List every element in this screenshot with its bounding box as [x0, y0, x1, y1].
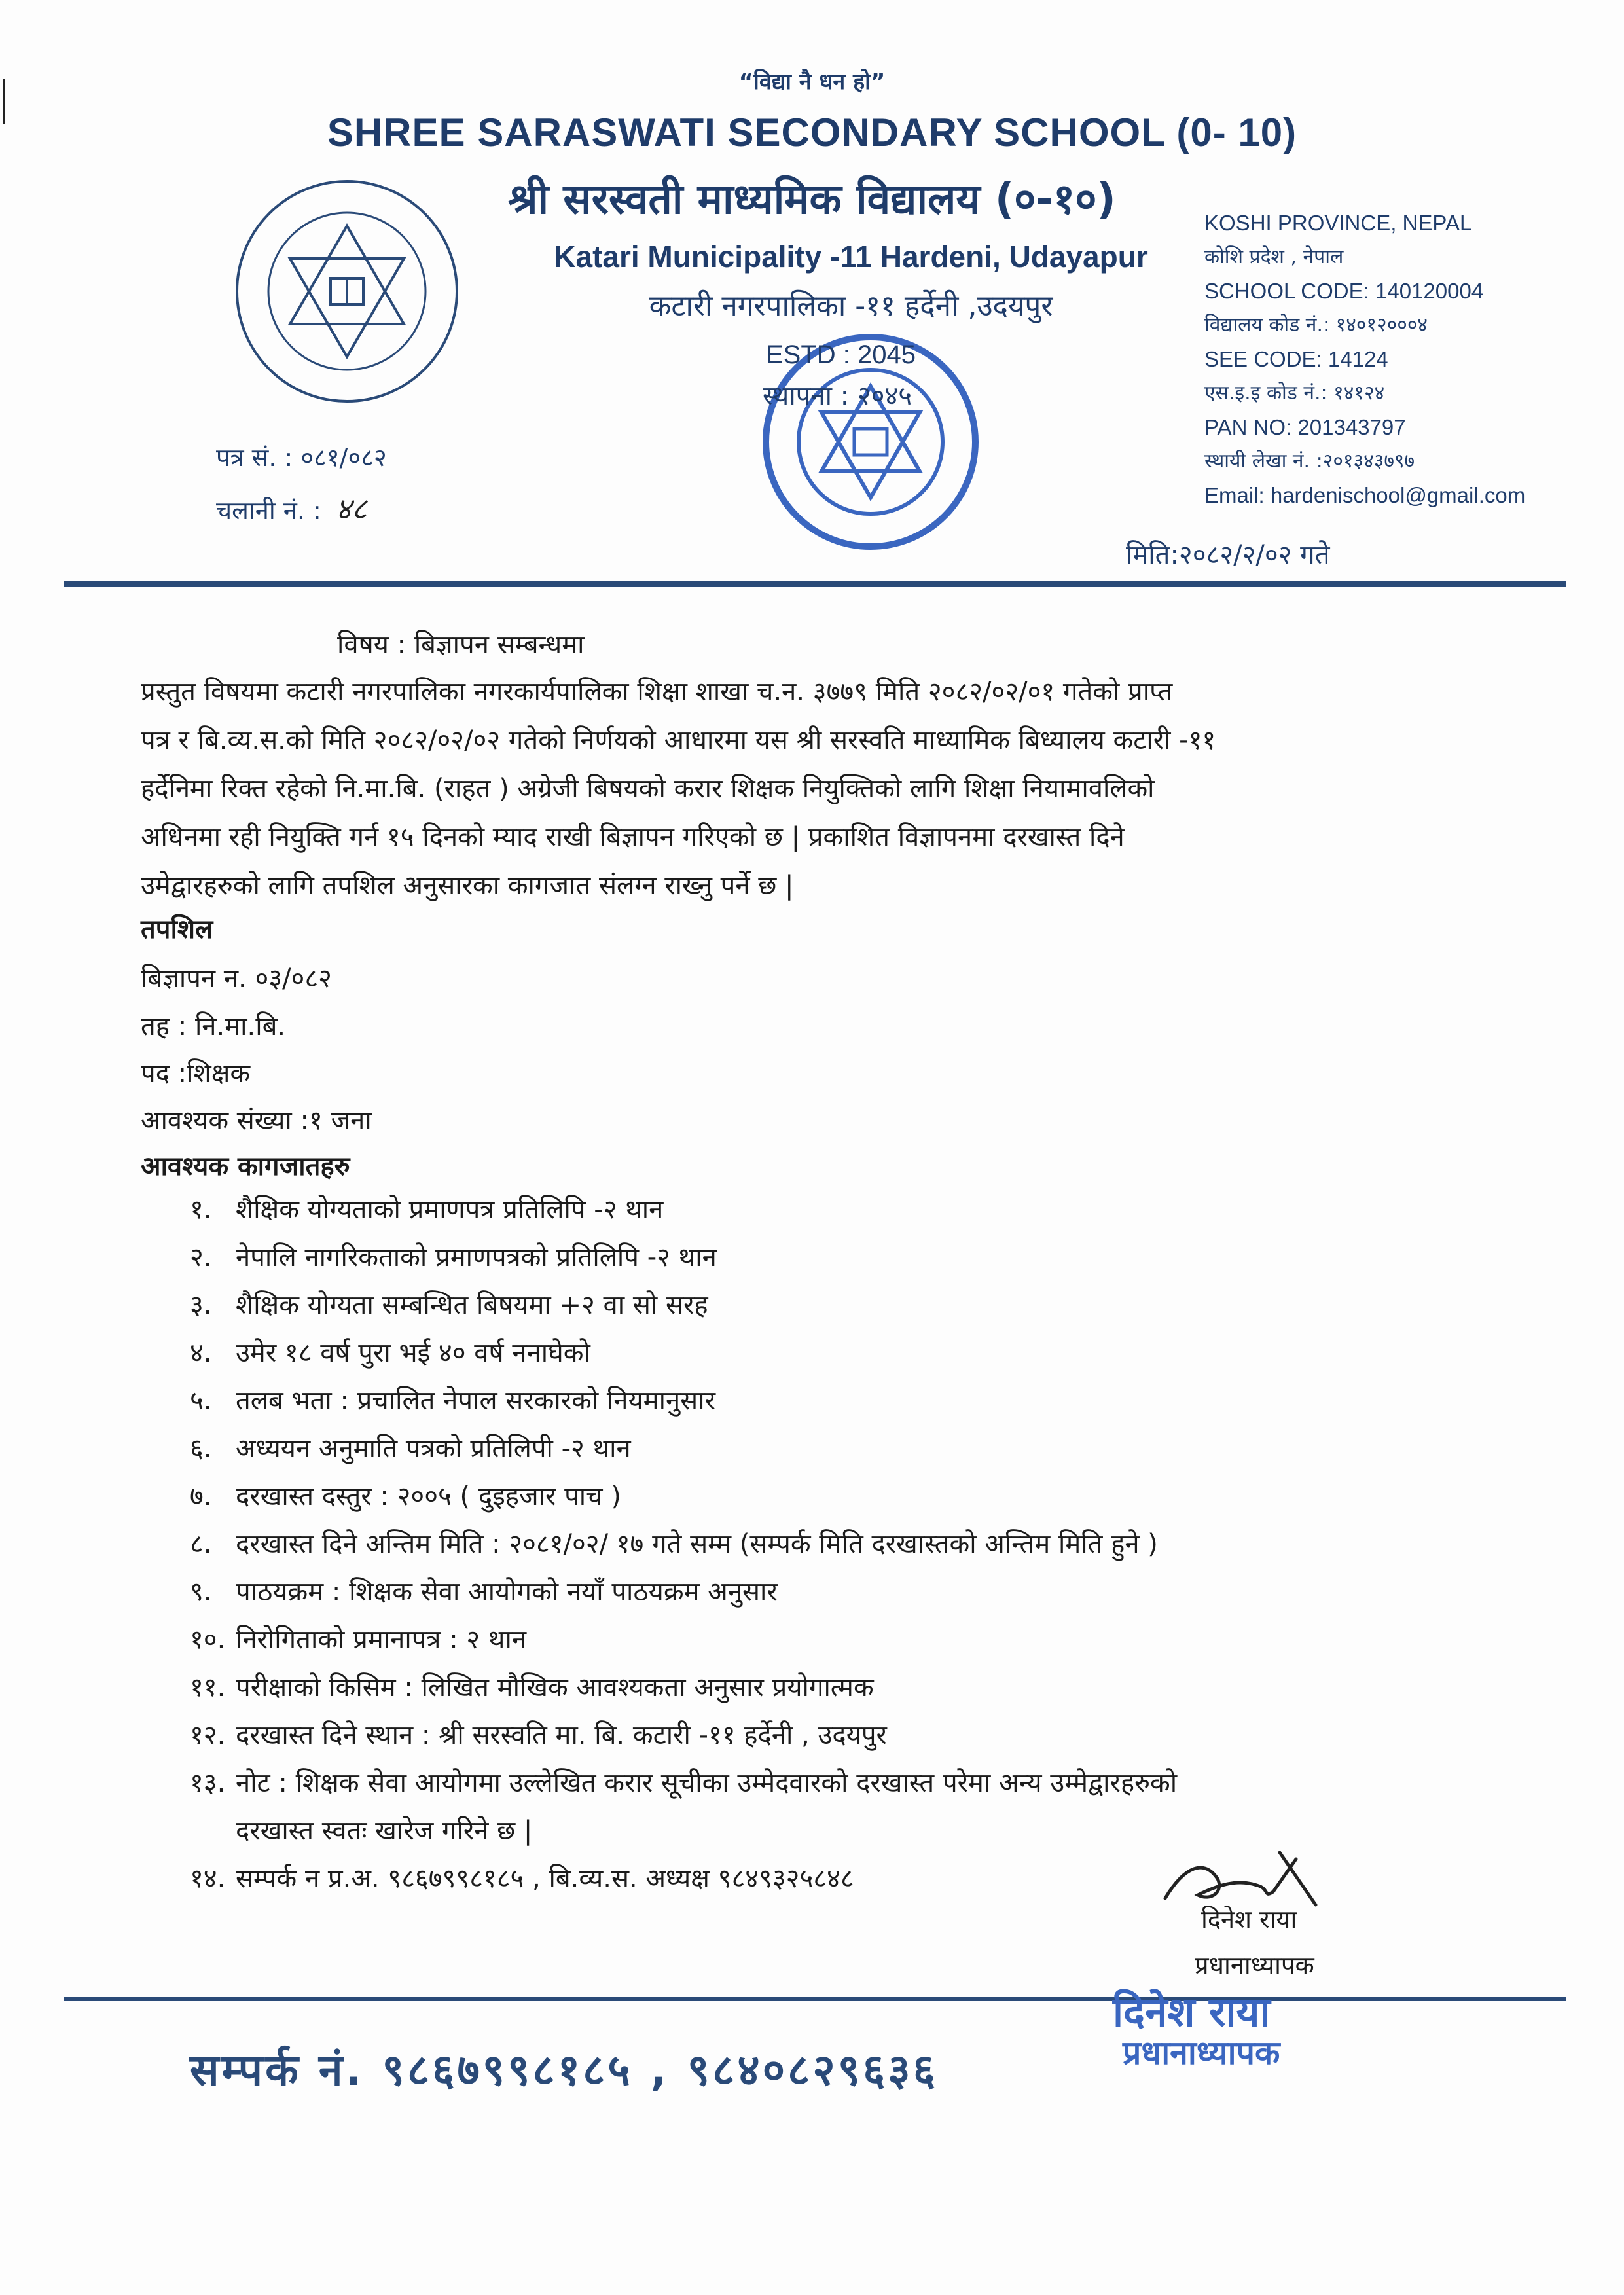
list-item	[190, 1425, 1177, 1473]
item-number: २.	[190, 1242, 212, 1273]
see-code-np: एस.इ.इ कोड नं.: १४१२४	[1204, 382, 1385, 405]
list-item	[190, 1186, 1177, 1234]
dispatch-label: चलानी नं. :	[216, 496, 321, 525]
item-number: ५.	[190, 1386, 212, 1416]
documents-heading: आवश्यक कागजातहरु	[141, 1151, 350, 1182]
list-item	[190, 1377, 1177, 1425]
list-item	[190, 1760, 1177, 1807]
item-number: १०.	[190, 1625, 226, 1655]
item-text: अध्ययन अनुमाति पत्रको प्रतिलिपी -२ थान	[236, 1434, 631, 1464]
letter-date: मिति:२०८२/२/०२ गते	[1126, 540, 1330, 570]
item-text: सम्पर्क न प्र.अ. ९८६७९९८१८५ , बि.व्य.स. अध्यक्ष ९८४९३२५८४८	[236, 1864, 854, 1894]
school-address-en: Katari Municipality -11 Hardeni, Udayapur	[554, 240, 1148, 274]
item-text: दरखास्त दस्तुर : २००५ ( दुइहजार पाच )	[236, 1481, 621, 1511]
school-info-column	[1204, 206, 1610, 513]
item-number: ८.	[190, 1529, 212, 1559]
list-item	[190, 1329, 1177, 1377]
list-item	[190, 1234, 1177, 1282]
school-code-np: विद्यालय कोड नं.: १४०१२०००४	[1204, 314, 1428, 336]
item-number: ९.	[190, 1577, 212, 1607]
item-number: ३.	[190, 1290, 212, 1320]
item-text: नोट : शिक्षक सेवा आयोगमा उल्लेखित करार सूचीका उम्मेदवारको दरखास्त परेमा अन्य उम्मेद्वारहरुको	[236, 1768, 1178, 1798]
stamp-name: दिनेश राया	[1113, 1988, 1271, 2036]
established-en: ESTD : 2045	[766, 340, 916, 369]
list-item	[190, 1616, 1177, 1664]
item-text: निरोगिताको प्रमानापत्र : २ थान	[236, 1625, 527, 1655]
letter-number: पत्र सं. : ०८१/०८२	[216, 443, 387, 472]
detail-item: आवश्यक संख्या :१ जना	[141, 1106, 372, 1136]
detail-item: पद :शिक्षक	[141, 1058, 251, 1089]
item-number: १४.	[190, 1864, 226, 1894]
paragraph-line: प्रस्तुत विषयमा कटारी नगरपालिका नगरकार्यपालिका शिक्षा शाखा च.न. ३७७९ मिति २०८२/०२/०१ गतेको प्राप्त	[141, 677, 1173, 707]
item-text: नेपालि नागरिकताको प्रमाणपत्रको प्रतिलिपि -२ थान	[236, 1242, 717, 1273]
item-text: दरखास्त दिने स्थान : श्री सरस्वति मा. बि. कटारी -११ हर्देनी , उदयपुर	[236, 1720, 887, 1750]
list-item	[190, 1855, 1177, 1903]
school-title-np: श्री सरस्वती माध्यमिक विद्यालय (०-१०)	[508, 175, 1116, 224]
body-paragraph	[141, 668, 1483, 910]
list-item	[190, 1664, 1177, 1712]
item-number: १३.	[190, 1768, 226, 1798]
item-number: ४.	[190, 1338, 212, 1368]
item-text: तलब भता : प्रचालित नेपाल सरकारको नियमानुसार	[236, 1386, 715, 1416]
school-title-en: SHREE SARASWATI SECONDARY SCHOOL (0- 10)	[327, 111, 1297, 154]
signatory-name: दिनेश राया	[1201, 1905, 1297, 1934]
letter-reference	[216, 432, 387, 534]
school-motto: “विद्या नै धन हो”	[738, 69, 886, 95]
paragraph-line: हर्देनिमा रिक्त रहेको नि.मा.बि. (राहत ) अग्रेजी बिषयको करार शिक्षक नियुक्तिको लागि शिक्षा नियामावलिको	[141, 774, 1155, 804]
list-item-continuation	[190, 1807, 1177, 1855]
dispatch-number-row	[216, 483, 387, 534]
item-text: पाठयक्रम : शिक्षक सेवा आयोगको नयाँ पाठयक्रम अनुसार	[236, 1577, 778, 1607]
school-email: Email: hardenischool@gmail.com	[1204, 483, 1526, 507]
school-address-np: कटारी नगरपालिका -११ हर्देनी ,उदयपुर	[649, 289, 1053, 323]
item-text: परीक्षाको किसिम : लिखित मौखिक आवश्यकता अनुसार प्रयोगात्मक	[236, 1672, 874, 1703]
province-np: कोशि प्रदेश , नेपाल	[1204, 245, 1344, 268]
signatory-title: प्रधानाध्यापक	[1195, 1951, 1314, 1979]
item-text: शैक्षिक योग्यता सम्बन्धित बिषयमा +२ वा सो सरह	[236, 1290, 708, 1320]
pan-en: PAN NO: 201343797	[1204, 415, 1406, 439]
school-seal-logo	[232, 177, 461, 406]
province-en: KOSHI PROVINCE, NEPAL	[1204, 211, 1472, 235]
detail-item: बिज्ञापन न. ०३/०८२	[141, 964, 332, 994]
list-item	[190, 1473, 1177, 1521]
item-number: ६.	[190, 1434, 212, 1464]
detail-item: तह : नि.मा.बि.	[141, 1011, 286, 1041]
item-text: उमेर १८ वर्ष पुरा भई ४० वर्ष ननाघेको	[236, 1338, 590, 1368]
documents-list	[190, 1186, 1177, 1903]
paragraph-line: पत्र र बि.व्य.स.को मिति २०८२/०२/०२ गतेको निर्णयको आधारमा यस श्री सरस्वति माध्यामिक बिध्यालय कटारी -११	[141, 725, 1216, 755]
item-number: १.	[190, 1195, 212, 1225]
list-item	[190, 1712, 1177, 1760]
letter-subject: विषय : बिज्ञापन सम्बन्धमा	[337, 630, 585, 660]
list-item	[190, 1282, 1177, 1329]
item-number: ११.	[190, 1672, 226, 1703]
details-heading: तपशिल	[141, 914, 213, 945]
item-text: शैक्षिक योग्यताको प्रमाणपत्र प्रतिलिपि -२ थान	[236, 1195, 664, 1225]
item-text: दरखास्त स्वतः खारेज गरिने छ |	[236, 1816, 533, 1846]
school-code-en: SCHOOL CODE: 140120004	[1204, 279, 1484, 303]
header-divider	[64, 581, 1566, 587]
stamp-title: प्रधानाध्यापक	[1123, 2034, 1280, 2072]
paragraph-line: अधिनमा रही नियुक्ति गर्न १५ दिनको म्याद राखी बिज्ञापन गरिएको छ | प्रकाशित विज्ञापनमा दरखास्त दिने	[141, 822, 1125, 852]
established-np: स्थापना : २०४५	[763, 381, 912, 411]
pan-np: स्थायी लेखा नं. :२०१३४३७९७	[1204, 450, 1415, 473]
item-number: ७.	[190, 1481, 212, 1511]
footer-contact: सम्पर्क नं. ९८६७९९८१८५ , ९८४०८२९६३६	[190, 2045, 938, 2095]
dispatch-value: ४८	[335, 491, 367, 526]
item-text: दरखास्त दिने अन्तिम मिति : २०८१/०२/ १७ गते सम्म (सम्पर्क मिति दरखास्तको अन्तिम मिति हुने )	[236, 1529, 1158, 1559]
item-number: १२.	[190, 1720, 226, 1750]
see-code-en: SEE CODE: 14124	[1204, 347, 1388, 371]
paragraph-line: उमेद्वारहरुको लागि तपशिल अनुसारका कागजात संलग्न राख्नु पर्ने छ |	[141, 871, 794, 901]
list-item	[190, 1568, 1177, 1616]
list-item	[190, 1521, 1177, 1568]
footer-divider	[64, 1997, 1566, 2001]
